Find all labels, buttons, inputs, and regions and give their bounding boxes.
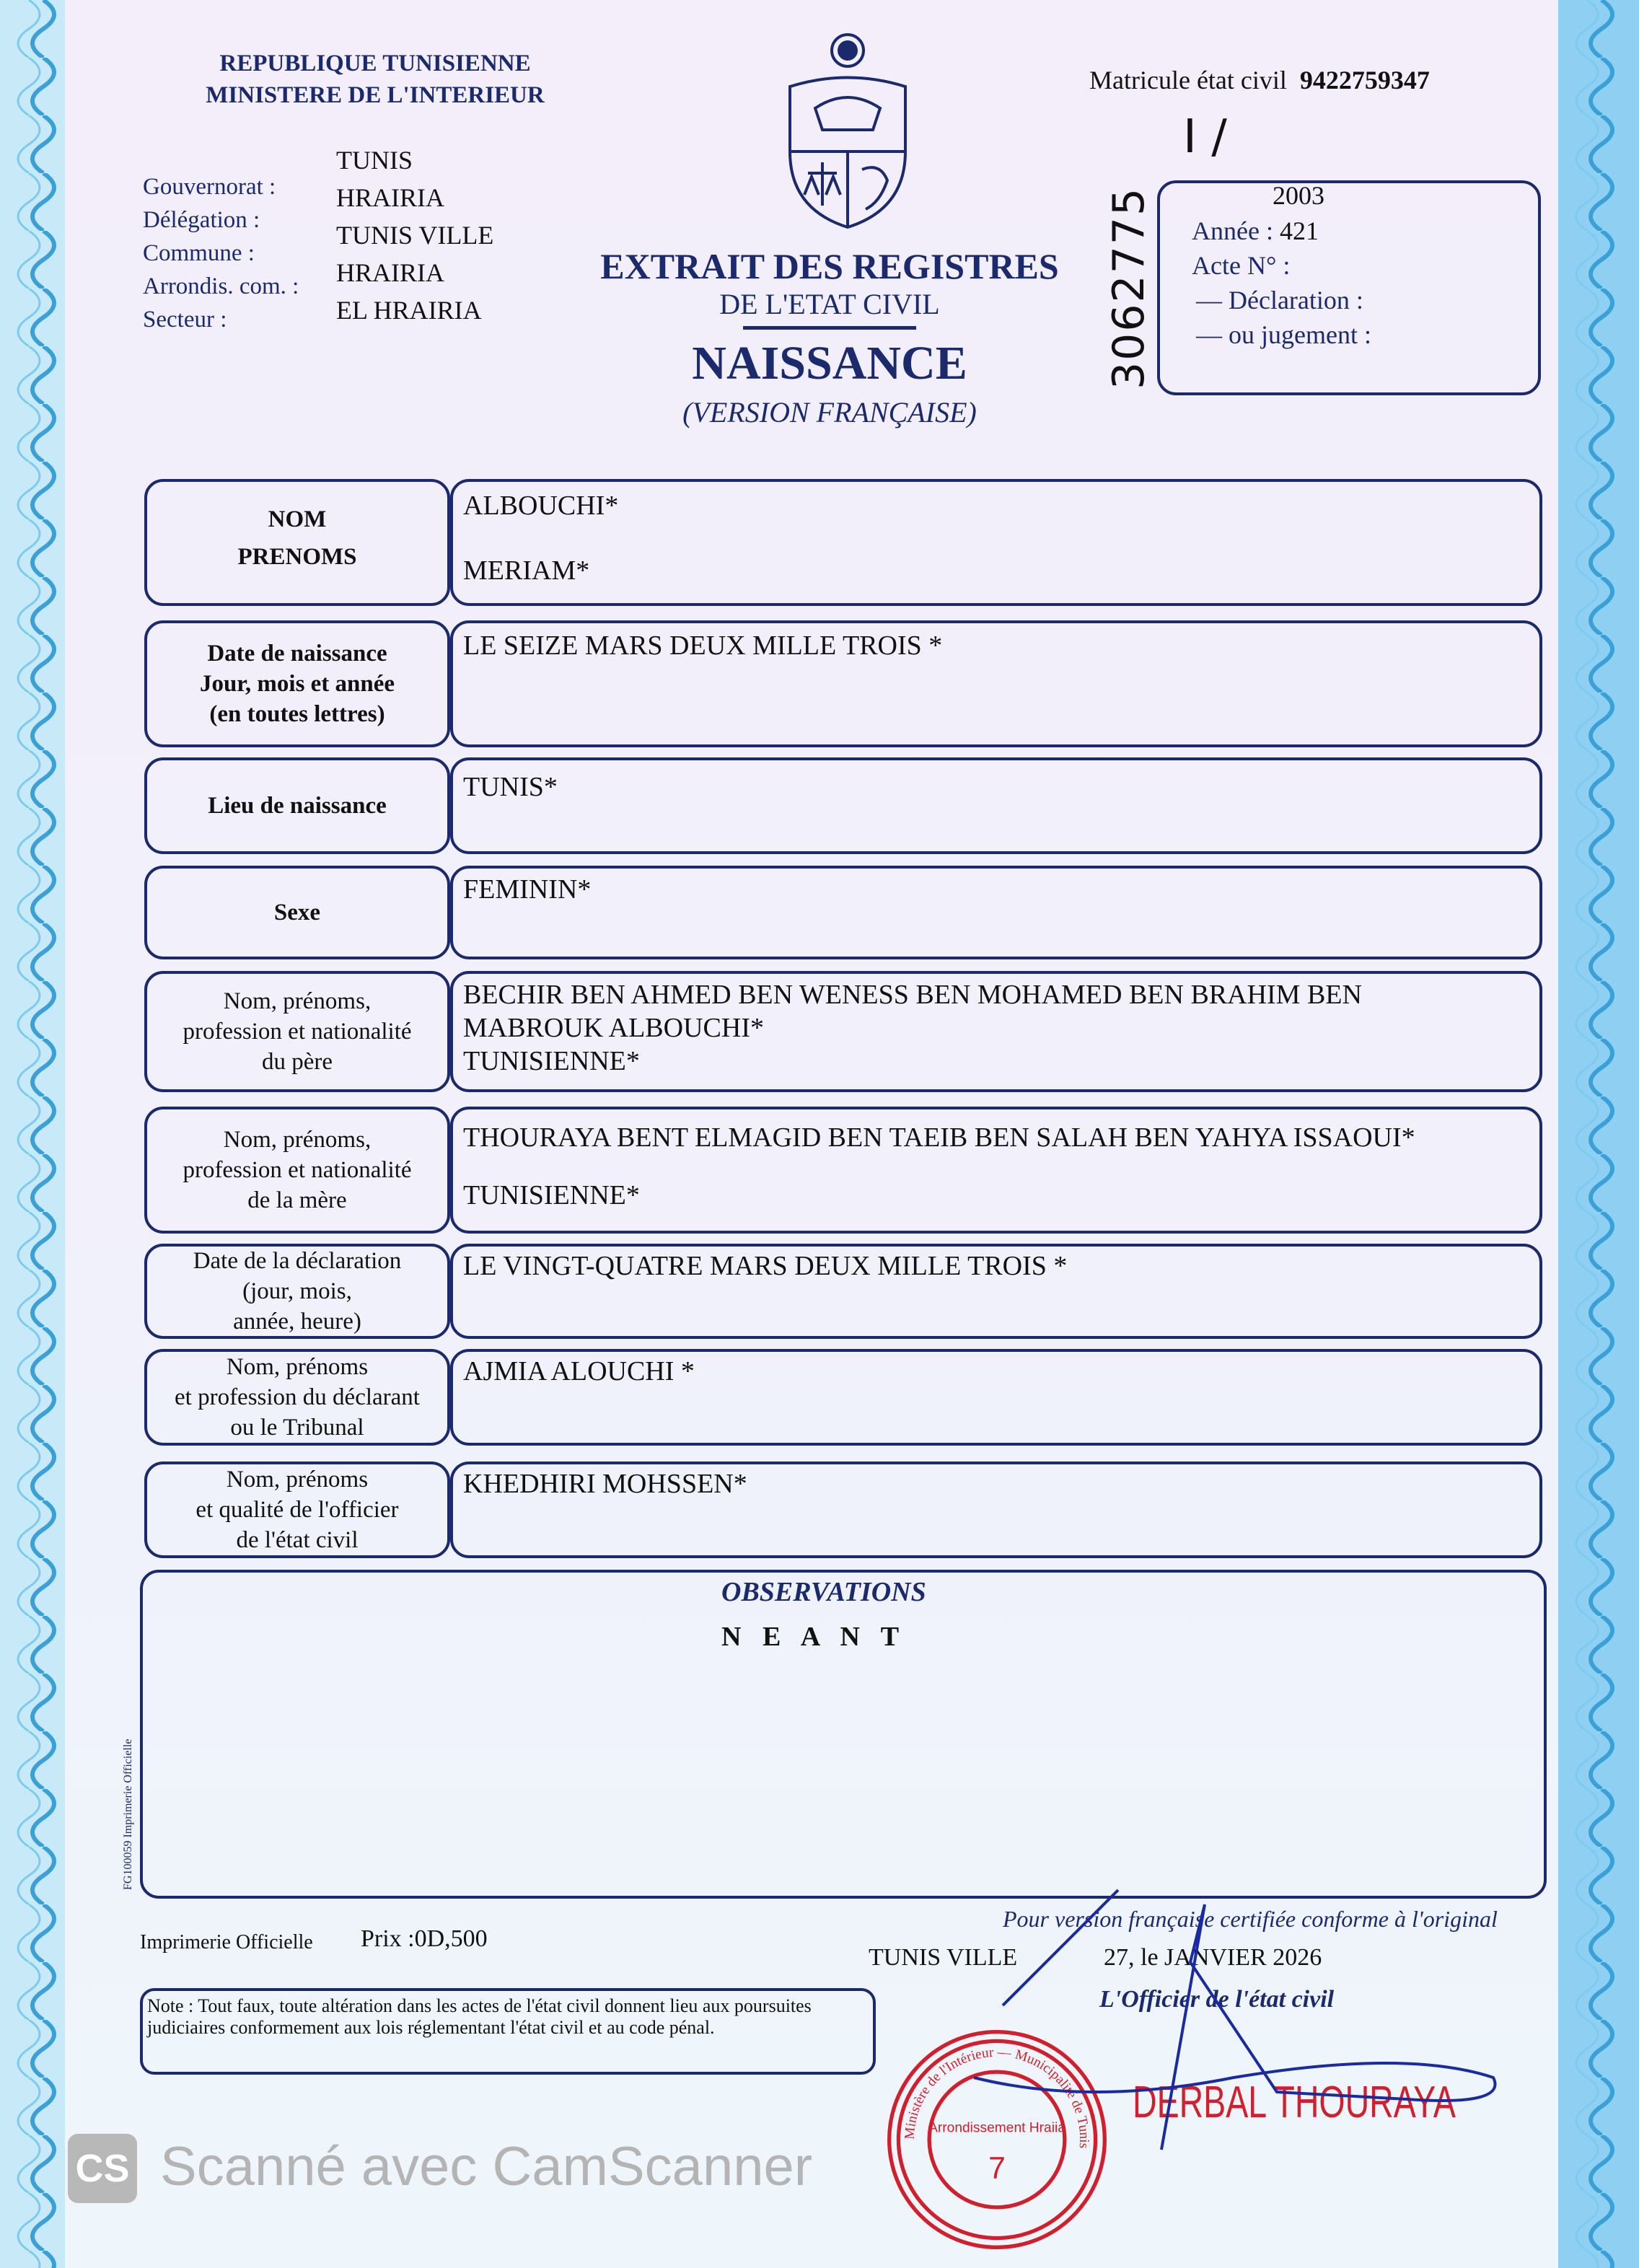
admin-values	[336, 141, 493, 329]
row-label: NOM PRENOMS	[237, 506, 357, 570]
label-arrondissement: Arrondis. com. :	[143, 273, 299, 299]
row-label: Nom, prénoms, profession et nationalité de la mère	[183, 1127, 412, 1213]
title-divider	[743, 326, 916, 330]
observations-box	[140, 1570, 1547, 1899]
ministry-name: MINISTERE DE L'INTERIEUR	[206, 82, 545, 108]
signature	[902, 1861, 1515, 2164]
issue-place: TUNIS VILLE	[869, 1944, 1018, 1971]
row-value: BECHIR BEN AHMED BEN WENESS BEN MOHAMED BEN BRAHIM BEN	[463, 980, 1362, 1010]
admin-labels	[143, 170, 299, 336]
value-delegation: HRAIRIA	[336, 183, 444, 212]
value-gouvernorat: TUNIS	[336, 146, 413, 175]
row-label: Date de naissance Jour, mois et année (en toutes lettres)	[199, 641, 395, 727]
jugement-label: — ou jugement :	[1196, 320, 1371, 349]
value-cell	[450, 866, 1542, 959]
row-value: MERIAM*	[463, 555, 590, 586]
label-commune: Commune :	[143, 240, 255, 266]
stamp-outer-text: Ministère de l'Intérieur — Municipalité de Tunis	[902, 2044, 1092, 2150]
document-subtitle: DE L'ETAT CIVIL	[719, 288, 940, 320]
document-title: EXTRAIT DES REGISTRES	[600, 246, 1059, 286]
row-value: MABROUK ALBOUCHI*	[463, 1013, 764, 1043]
row-label: Nom, prénoms et qualité de l'officier de l'état civil	[195, 1467, 399, 1553]
matricule-label: Matricule état civil	[1089, 66, 1287, 94]
row-value: TUNISIENNE*	[463, 1180, 640, 1210]
row-label: Lieu de naissance	[208, 793, 387, 819]
observations-value: N E A N T	[721, 1622, 907, 1652]
legal-note: Note : Tout faux, toute altération dans les actes de l'état civil donnent lieu aux poursuites judiciaires conformement aux lois réglementant l'état civil et au code pénal.	[147, 1995, 812, 2038]
certification-text: Pour version française certifiée conforme à l'original	[1003, 1906, 1498, 1932]
row-value: LE SEIZE MARS DEUX MILLE TROIS *	[463, 630, 943, 661]
matricule	[1089, 65, 1430, 95]
handwritten-mark: I /	[1183, 110, 1227, 164]
annee-label: Année :	[1192, 216, 1273, 245]
row-value: LE VINGT-QUATRE MARS DEUX MILLE TROIS *	[463, 1251, 1068, 1281]
officer-name-stamp: DERBAL THOURAYA	[1133, 2078, 1456, 2127]
camscanner-logo: CS	[68, 2134, 137, 2203]
price: Prix :0D,500	[361, 1925, 488, 1952]
value-commune: TUNIS VILLE	[336, 221, 494, 250]
row-label: Nom, prénoms et profession du déclarant ou le Tribunal	[175, 1354, 420, 1441]
row-value: THOURAYA BENT ELMAGID BEN TAEIB BEN SALAH BEN YAHYA ISSAOUI*	[463, 1122, 1415, 1153]
row-label: Date de la déclaration (jour, mois, année, heure)	[193, 1248, 402, 1335]
row-value: TUNISIENNE*	[463, 1046, 640, 1076]
acte-label: Acte N° :	[1192, 251, 1291, 280]
acte-year: 2003	[1273, 181, 1324, 210]
row-label: Sexe	[273, 900, 321, 926]
printer-code: FG100059 Imprimerie Officielle	[122, 1739, 134, 1890]
value-arrondissement: HRAIRIA	[336, 258, 444, 287]
row-value: ALBOUCHI*	[463, 491, 619, 521]
row-value: KHEDHIRI MOHSSEN*	[463, 1469, 747, 1499]
acte-number: 421	[1279, 216, 1319, 245]
serial-number: 3062775	[1104, 186, 1154, 390]
row-value: AJMIA ALOUCHI *	[463, 1356, 695, 1386]
issuer-header	[173, 48, 577, 111]
value-secteur: EL HRAIRIA	[336, 296, 482, 325]
printer-label: Imprimerie Officielle	[140, 1931, 313, 1953]
act-type: NAISSANCE	[692, 337, 967, 390]
label-gouvernorat: Gouvernorat :	[143, 174, 276, 200]
acte-fields	[1192, 214, 1371, 352]
security-border-right	[1558, 0, 1639, 2268]
issue-date: 27, le JANVIER 2026	[1104, 1944, 1322, 1971]
row-label: Nom, prénoms, profession et nationalité du père	[183, 988, 412, 1075]
stamp-inner-text: Arrondissement Hraiia	[928, 2120, 1065, 2136]
row-value: TUNIS*	[463, 772, 558, 802]
coat-of-arms-emblem	[779, 29, 916, 231]
label-delegation: Délégation :	[143, 207, 260, 233]
security-border-left	[0, 0, 65, 2268]
observations-title: OBSERVATIONS	[721, 1577, 926, 1607]
officer-title: L'Officier de l'état civil	[1099, 1986, 1335, 2013]
stamp-number: 7	[988, 2150, 1006, 2186]
camscanner-watermark: Scanné avec CamScanner	[160, 2136, 813, 2197]
value-cell	[450, 757, 1542, 854]
row-value: FEMININ*	[463, 874, 592, 905]
label-secteur: Secteur :	[143, 307, 227, 333]
declaration-label: — Déclaration :	[1196, 286, 1363, 315]
version-label: (VERSION FRANÇAISE)	[682, 396, 977, 428]
republic-name: REPUBLIQUE TUNISIENNE	[219, 50, 531, 76]
matricule-value: 9422759347	[1299, 66, 1430, 94]
